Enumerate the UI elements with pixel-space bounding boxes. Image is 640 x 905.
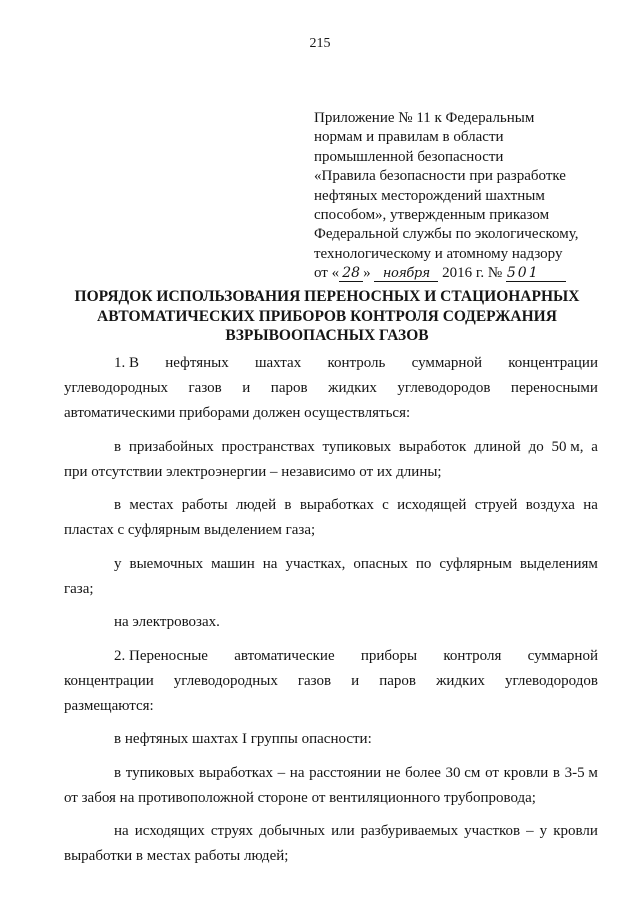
appendix-line: промышленной безопасности xyxy=(314,148,504,165)
word: опасных xyxy=(353,555,408,572)
date-mid: » xyxy=(363,265,371,282)
word: на xyxy=(114,823,129,839)
text-line xyxy=(64,351,598,376)
text-line xyxy=(64,669,598,694)
text-line: пластах с суфлярным выделением газа; xyxy=(64,522,316,538)
word: до xyxy=(528,438,544,455)
text-line xyxy=(64,493,598,518)
word: кровли xyxy=(503,764,549,781)
word: выработок xyxy=(398,438,467,455)
word: углеводородов xyxy=(397,380,491,396)
word: по xyxy=(415,555,432,572)
word: длиной xyxy=(474,438,521,455)
word: участков xyxy=(464,823,521,839)
handwritten-month: ноября xyxy=(374,266,438,282)
word: струях xyxy=(210,823,254,839)
document-body xyxy=(64,351,598,878)
word: – xyxy=(277,764,286,781)
word: исходящих xyxy=(134,823,205,839)
word: на xyxy=(583,497,598,513)
document-title xyxy=(40,287,614,346)
text-line xyxy=(64,819,598,844)
paragraph-9 xyxy=(64,819,598,869)
word: на xyxy=(262,555,278,572)
word: углеводородных xyxy=(173,672,278,689)
word: переносными xyxy=(510,380,598,396)
word: контроль xyxy=(327,355,386,371)
word: нефтяных xyxy=(165,355,229,371)
title-line: ВЗРЫВООПАСНЫХ ГАЗОВ xyxy=(225,327,429,344)
word: суммарной xyxy=(527,647,598,664)
word: в xyxy=(114,438,122,455)
word: выработках xyxy=(198,764,274,781)
word: на xyxy=(289,764,305,781)
appendix-line: нормам и правилам в области xyxy=(314,129,504,146)
text-line: выработки в местах работы людей; xyxy=(64,848,289,864)
word: и xyxy=(242,380,251,396)
paragraph-7 xyxy=(64,727,598,752)
word: разбуриваемых xyxy=(360,823,459,839)
date-prefix: от « xyxy=(314,265,340,282)
title-line: АВТОМАТИЧЕСКИХ ПРИБОРОВ КОНТРОЛЯ СОДЕРЖАНИЯ xyxy=(97,307,557,325)
page-number: 215 xyxy=(309,36,331,51)
word: людей xyxy=(235,497,277,513)
word: паров xyxy=(270,380,308,396)
text-line: размещаются: xyxy=(64,697,154,714)
word: исходящей xyxy=(397,497,467,513)
word: в xyxy=(552,764,560,781)
word: суфлярным xyxy=(439,555,512,572)
text-line: от забоя на противоположной стороне от вентиляционного трубопровода; xyxy=(64,789,536,806)
order-date-line xyxy=(314,264,614,283)
text-line xyxy=(64,435,598,460)
word: 30 см xyxy=(445,764,481,781)
word: машин xyxy=(211,555,255,572)
text-line xyxy=(64,552,598,577)
word: приборы xyxy=(360,647,418,664)
appendix-line: Федеральной службы по экологическому, xyxy=(314,226,579,243)
paragraph-4 xyxy=(64,552,598,602)
word: суммарной xyxy=(411,355,482,371)
word: выемочных xyxy=(129,555,204,572)
paragraph-8 xyxy=(64,761,598,811)
word: в xyxy=(114,764,122,781)
word: 2. Переносные xyxy=(114,647,208,664)
word: паров xyxy=(379,672,417,689)
handwritten-day: 28 xyxy=(339,266,363,282)
word: концентрации xyxy=(64,672,154,689)
text-line xyxy=(64,376,598,401)
appendix-line: технологическому и атомному надзору xyxy=(314,245,563,262)
word: работы xyxy=(181,497,228,513)
text-line: при отсутствии электроэнергии – независимо от их длины; xyxy=(64,463,442,480)
handwritten-order-number: 501 xyxy=(506,266,566,282)
paragraph-6 xyxy=(64,644,598,719)
word: или xyxy=(331,823,355,839)
word: – xyxy=(526,823,534,839)
word: местах xyxy=(129,497,174,513)
title-line: ПОРЯДОК ИСПОЛЬЗОВАНИЯ ПЕРЕНОСНЫХ И СТАЦИОНАРНЫХ xyxy=(74,288,580,305)
word: в xyxy=(114,497,122,513)
text-line xyxy=(64,644,598,669)
paragraph-2 xyxy=(64,435,598,485)
word: не xyxy=(385,764,401,781)
word: более xyxy=(405,764,441,781)
appendix-line: Приложение № 11 к Федеральным xyxy=(314,110,535,126)
word: углеводородов xyxy=(504,672,598,689)
word: тупиковых xyxy=(125,764,195,781)
word: 1. В xyxy=(114,355,140,371)
word: у xyxy=(539,823,548,839)
appendix-header xyxy=(314,109,614,284)
word: газов xyxy=(188,380,222,396)
appendix-line: «Правила безопасности при разработке xyxy=(314,168,566,185)
word: а xyxy=(591,438,598,455)
word: кровли xyxy=(553,823,598,839)
word: тупиковых xyxy=(322,438,392,455)
paragraph-3 xyxy=(64,493,598,543)
word: выделениям xyxy=(519,555,598,572)
word: с xyxy=(382,497,389,513)
word: добычных xyxy=(259,823,326,839)
word: воздуха xyxy=(525,497,575,513)
date-year: 2016 г. № xyxy=(442,265,503,282)
text-line: на электровозах. xyxy=(114,614,220,630)
text-line: газа; xyxy=(64,580,94,597)
word: и xyxy=(351,672,360,689)
word: выработках xyxy=(299,497,374,513)
word: 50 м, xyxy=(551,438,584,455)
word: расстоянии xyxy=(309,764,382,781)
word: углеводородных xyxy=(64,380,169,396)
text-line: в нефтяных шахтах I группы опасности: xyxy=(114,731,372,747)
word: пространствах xyxy=(221,438,315,455)
text-line xyxy=(64,761,598,786)
appendix-line: нефтяных месторождений шахтным xyxy=(314,187,545,204)
word: контроля xyxy=(443,647,502,664)
word: жидких xyxy=(436,672,485,689)
word: от xyxy=(485,764,499,781)
paragraph-1 xyxy=(64,351,598,426)
word: участках, xyxy=(285,555,346,572)
text-line: автоматическими приборами должен осуществляться: xyxy=(64,405,411,421)
word: в xyxy=(284,497,292,513)
word: у xyxy=(114,555,122,572)
word: 3-5 м xyxy=(564,764,598,781)
word: жидких xyxy=(328,380,377,396)
word: призабойных xyxy=(128,438,214,455)
appendix-line: способом», утвержденным приказом xyxy=(314,207,550,224)
paragraph-5 xyxy=(64,610,598,635)
word: газов xyxy=(297,672,332,689)
word: концентрации xyxy=(508,355,598,371)
word: шахтах xyxy=(254,355,302,371)
word: струей xyxy=(474,497,518,513)
word: автоматические xyxy=(234,647,335,664)
